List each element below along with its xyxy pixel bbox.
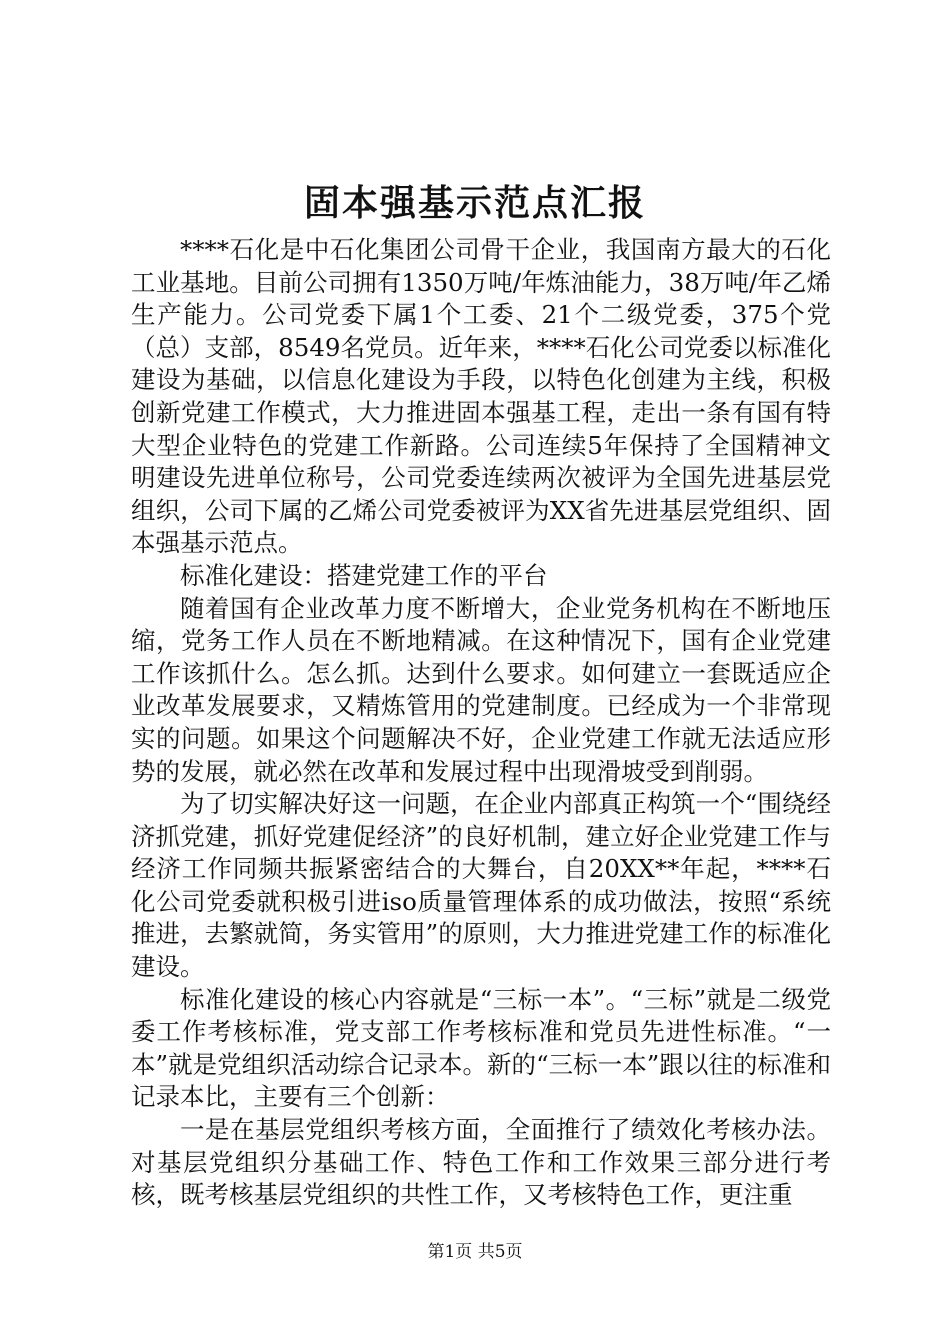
- document-title: 固本强基示范点汇报: [303, 182, 646, 224]
- paragraph: 标准化建设的核心内容就是“三标一本”。“三标”就是二级党委工作考核标准，党支部工作考核标准和党员先进性标准。“一本”就是党组织活动综合记录本。新的“三标一本”跟以往的标准和记录本比，主要有三个创新：: [131, 984, 831, 1112]
- section-heading: 标准化建设：搭建党建工作的平台: [180, 560, 548, 590]
- document-body: [131, 234, 831, 1212]
- paragraph: 一是在基层党组织考核方面，全面推行了绩效化考核办法。对基层党组织分基础工作、特色工作和工作效果三部分进行考核，既考核基层党组织的共性工作，又考核特色工作，更注重: [131, 1115, 831, 1210]
- paragraph: 为了切实解决好这一问题，在企业内部真正构筑一个“围绕经济抓党建，抓好党建促经济”的良好机制，建立好企业党建工作与经济工作同频共振紧密结合的大舞台，自20XX**年起，****石化公司党委就积极引进iso质量管理体系的成功做法，按照“系统推进，去繁就简，务实管用”的原则，大力推进党建工作的标准化建设。: [131, 789, 831, 982]
- page-number: 第1页 共5页: [427, 1242, 523, 1262]
- paragraph-intro: ****石化是中石化集团公司骨干企业，我国南方最大的石化工业基地。目前公司拥有1350万吨/年炼油能力，38万吨/年乙烯生产能力。公司党委下属1个工委、21个二级党委，375个党（总）支部，8549名党员。近年来，****石化公司党委以标准化建设为基础，以信息化建设为手段，以特色化创建为主线，积极创新党建工作模式，大力推进固本强基工程，走出一条有国有特大型企业特色的党建工作新路。公司连续5年保持了全国精神文明建设先进单位称号，公司党委连续两次被评为全国先进基层党组织，公司下属的乙烯公司党委被评为XX省先进基层党组织、固本强基示范点。: [131, 235, 831, 558]
- paragraph: 随着国有企业改革力度不断增大，企业党务机构在不断地压缩，党务工作人员在不断地精减。在这种情况下，国有企业党建工作该抓什么。怎么抓。达到什么要求。如何建立一套既适应企业改革发展要求，又精炼管用的党建制度。已经成为一个非常现实的问题。如果这个问题解决不好，企业党建工作就无法适应形势的发展，就必然在改革和发展过程中出现滑坡受到削弱。: [131, 593, 831, 786]
